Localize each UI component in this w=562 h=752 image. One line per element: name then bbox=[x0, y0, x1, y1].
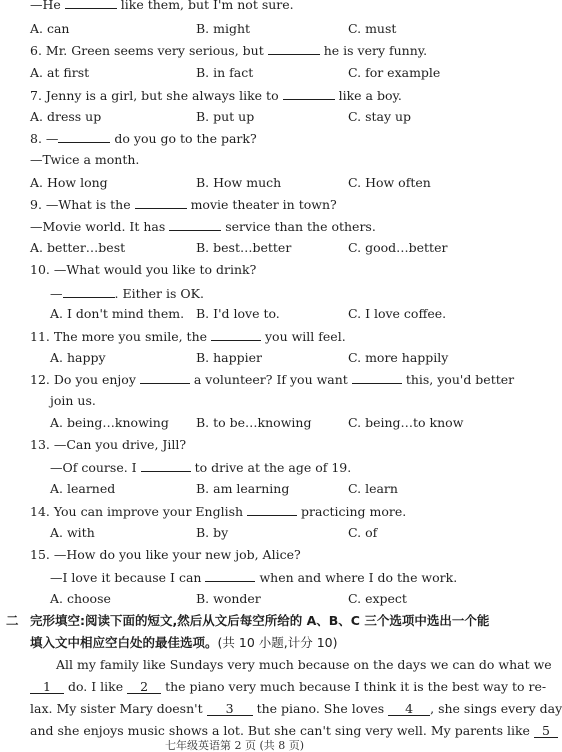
q13-blank[interactable] bbox=[141, 460, 191, 472]
passage-text-3c: , she sings every day bbox=[430, 701, 562, 716]
q10-answer-a: — bbox=[50, 286, 63, 301]
q11-option-a[interactable]: A. happy bbox=[50, 350, 106, 365]
page-footer: 七年级英语第 2 页 (共 8 页) bbox=[165, 739, 305, 752]
q11-blank[interactable] bbox=[211, 329, 261, 341]
q12-option-b[interactable]: B. to be…knowing bbox=[196, 415, 312, 430]
passage-line-2 bbox=[30, 680, 546, 694]
q10-option-b[interactable]: B. I'd love to. bbox=[196, 306, 280, 321]
q8-option-c[interactable]: C. How often bbox=[348, 175, 431, 190]
q11-stem bbox=[30, 329, 346, 343]
q14-blank[interactable] bbox=[247, 504, 297, 516]
q12-option-c[interactable]: C. being…to know bbox=[348, 415, 464, 430]
q15-stem: 15. —How do you like your new job, Alice? bbox=[30, 547, 301, 562]
cloze-blank-2[interactable]: 2 bbox=[127, 680, 161, 694]
section-instruction-line-1: 完形填空:阅读下面的短文,然后从文后每空所给的 A、B、C 三个选项中选出一个能 bbox=[30, 613, 490, 628]
q5-option-c[interactable]: C. must bbox=[348, 21, 397, 36]
q7-stem-b: like a boy. bbox=[338, 88, 402, 103]
q6-stem bbox=[30, 43, 427, 57]
section-instruction-2b: (共 10 小题,计分 10) bbox=[217, 635, 338, 650]
q5-option-b[interactable]: B. might bbox=[196, 21, 251, 36]
q10-stem: 10. —What would you like to drink? bbox=[30, 262, 257, 277]
q13-answer bbox=[50, 460, 351, 474]
passage-text-3b: the piano. She loves bbox=[256, 701, 385, 716]
q6-stem-a: 6. Mr. Green seems very serious, but bbox=[30, 43, 264, 58]
q7-stem bbox=[30, 88, 402, 102]
q14-option-b[interactable]: B. by bbox=[196, 525, 229, 540]
q9-option-b[interactable]: B. best…better bbox=[196, 240, 292, 255]
q14-stem-b: practicing more. bbox=[301, 504, 407, 519]
passage-text-2b: the piano very much because I think it is the best way to re- bbox=[165, 679, 547, 694]
q15-answer bbox=[50, 570, 457, 584]
q13-stem: 13. —Can you drive, Jill? bbox=[30, 437, 187, 452]
q6-option-a[interactable]: A. at first bbox=[30, 65, 90, 80]
q12-stem-b: a volunteer? If you want bbox=[193, 372, 348, 387]
q8-stem bbox=[30, 131, 257, 145]
q9-stem bbox=[30, 197, 337, 211]
q12-blank-1[interactable] bbox=[140, 372, 190, 384]
q10-answer bbox=[50, 286, 204, 300]
q13-answer-b: to drive at the age of 19. bbox=[194, 460, 352, 475]
q12-option-a[interactable]: A. being…knowing bbox=[50, 415, 169, 430]
q8-option-b[interactable]: B. How much bbox=[196, 175, 282, 190]
q9-answer-b: service than the others. bbox=[225, 219, 376, 234]
q6-option-b[interactable]: B. in fact bbox=[196, 65, 254, 80]
passage-text-2a: do. I like bbox=[67, 679, 124, 694]
q5-stem-b: like them, but I'm not sure. bbox=[120, 0, 294, 12]
passage-text-3a: lax. My sister Mary doesn't bbox=[30, 701, 203, 716]
q15-option-b[interactable]: B. wonder bbox=[196, 591, 261, 606]
section-number: 二 bbox=[6, 613, 19, 628]
q9-answer bbox=[30, 219, 376, 233]
q8-blank[interactable] bbox=[58, 131, 110, 143]
passage-line-1: All my family like Sundays very much because on the days we can do what we bbox=[56, 657, 552, 672]
q7-blank[interactable] bbox=[283, 88, 335, 100]
q5-blank[interactable] bbox=[65, 0, 117, 9]
cloze-blank-4[interactable]: 4 bbox=[388, 702, 430, 716]
cloze-blank-1[interactable]: 1 bbox=[30, 680, 64, 694]
q10-option-c[interactable]: C. I love coffee. bbox=[348, 306, 447, 321]
q9-answer-a: —Movie world. It has bbox=[30, 219, 166, 234]
q13-option-a[interactable]: A. learned bbox=[50, 481, 116, 496]
q6-stem-b: he is very funny. bbox=[323, 43, 428, 58]
q15-answer-a: —I love it because I can bbox=[50, 570, 202, 585]
q7-stem-a: 7. Jenny is a girl, but she always like to bbox=[30, 88, 279, 103]
q9-blank-2[interactable] bbox=[169, 219, 221, 231]
q7-option-a[interactable]: A. dress up bbox=[30, 109, 102, 124]
passage-line-4 bbox=[30, 724, 558, 738]
q11-option-b[interactable]: B. happier bbox=[196, 350, 263, 365]
q8-option-a[interactable]: A. How long bbox=[30, 175, 108, 190]
q13-option-b[interactable]: B. am learning bbox=[196, 481, 290, 496]
q9-stem-b: movie theater in town? bbox=[190, 197, 337, 212]
q15-blank[interactable] bbox=[205, 570, 255, 582]
q10-answer-b: . Either is OK. bbox=[114, 286, 204, 301]
q9-option-c[interactable]: C. good…better bbox=[348, 240, 448, 255]
q12-blank-2[interactable] bbox=[352, 372, 402, 384]
q7-option-c[interactable]: C. stay up bbox=[348, 109, 412, 124]
section-instruction-line-2 bbox=[30, 636, 337, 650]
q14-option-c[interactable]: C. of bbox=[348, 525, 378, 540]
q12-stem-a: 12. Do you enjoy bbox=[30, 372, 136, 387]
q11-stem-a: 11. The more you smile, the bbox=[30, 329, 208, 344]
q13-option-c[interactable]: C. learn bbox=[348, 481, 398, 496]
q5-stem-a: —He bbox=[30, 0, 61, 12]
q6-blank[interactable] bbox=[268, 43, 320, 55]
q11-option-c[interactable]: C. more happily bbox=[348, 350, 449, 365]
q15-option-c[interactable]: C. expect bbox=[348, 591, 407, 606]
q5-stem bbox=[30, 0, 294, 11]
q12-stem-c: this, you'd better bbox=[405, 372, 515, 387]
q8-answer: —Twice a month. bbox=[30, 152, 140, 167]
passage-text-4a: and she enjoys music shows a lot. But she can't sing very well. My parents like bbox=[30, 723, 530, 738]
q14-stem bbox=[30, 504, 406, 518]
q15-option-a[interactable]: A. choose bbox=[50, 591, 111, 606]
q6-option-c[interactable]: C. for example bbox=[348, 65, 441, 80]
q7-option-b[interactable]: B. put up bbox=[196, 109, 255, 124]
q11-stem-b: you will feel. bbox=[265, 329, 346, 344]
q14-stem-a: 14. You can improve your English bbox=[30, 504, 244, 519]
section-instruction-2a: 填入文中相应空白处的最佳选项。 bbox=[30, 635, 218, 650]
cloze-blank-3[interactable]: 3 bbox=[207, 702, 253, 716]
q13-answer-a: —Of course. I bbox=[50, 460, 137, 475]
q8-stem-a: 8. — bbox=[30, 131, 59, 146]
q15-answer-b: when and where I do the work. bbox=[259, 570, 458, 585]
q9-option-a[interactable]: A. better…best bbox=[30, 240, 126, 255]
q10-blank[interactable] bbox=[63, 286, 115, 298]
cloze-blank-5[interactable]: 5 bbox=[534, 724, 558, 738]
q9-stem-a: 9. —What is the bbox=[30, 197, 131, 212]
q5-option-a[interactable]: A. can bbox=[30, 21, 70, 36]
q10-option-a[interactable]: A. I don't mind them. bbox=[50, 306, 185, 321]
q14-option-a[interactable]: A. with bbox=[50, 525, 95, 540]
q9-blank-1[interactable] bbox=[135, 197, 187, 209]
passage-line-3 bbox=[30, 702, 562, 716]
q12-stem-continued: join us. bbox=[50, 393, 96, 408]
q12-stem bbox=[30, 372, 514, 386]
q8-stem-b: do you go to the park? bbox=[114, 131, 257, 146]
